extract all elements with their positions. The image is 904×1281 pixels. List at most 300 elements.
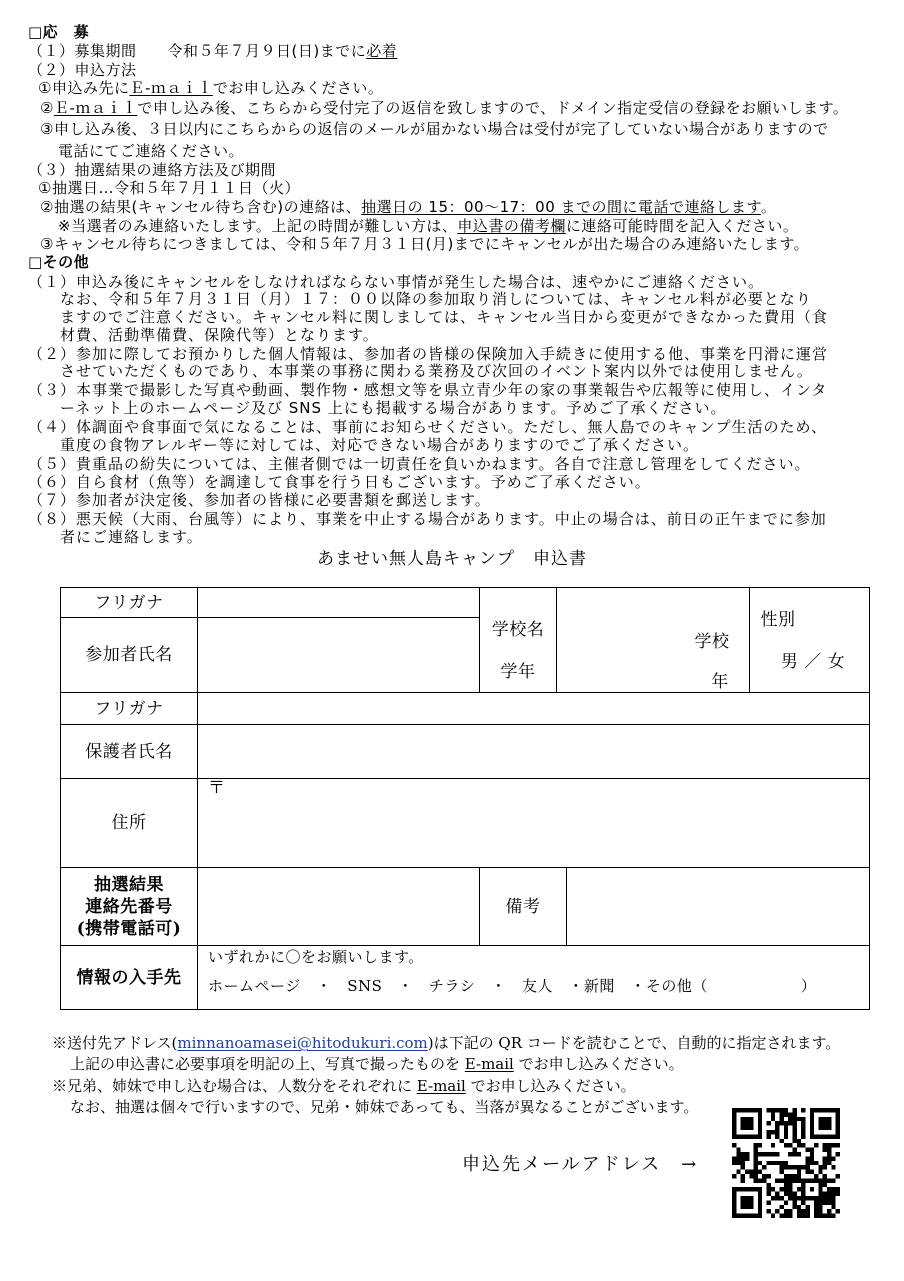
- qr-module: [745, 1134, 749, 1138]
- qr-module: [818, 1183, 822, 1187]
- note-address-before: ※送付先アドレス(: [52, 1034, 178, 1052]
- qr-module: [745, 1187, 749, 1191]
- qr-module: [784, 1134, 788, 1138]
- qr-module: [754, 1152, 758, 1156]
- qr-module: [801, 1117, 805, 1121]
- qr-module: [775, 1209, 779, 1213]
- qr-module: [736, 1187, 740, 1191]
- qr-module: [788, 1117, 792, 1121]
- qr-module: [758, 1112, 762, 1116]
- qr-module: [780, 1178, 784, 1182]
- apply-lottery-2-note: [58, 217, 798, 235]
- remarks-label: 備考: [505, 896, 541, 917]
- note-photo-after: でお申し込みください。: [513, 1055, 684, 1073]
- qr-module: [767, 1183, 771, 1187]
- qr-module: [827, 1156, 831, 1160]
- qr-module: [771, 1196, 775, 1200]
- qr-module: [836, 1143, 840, 1147]
- qr-module: [736, 1156, 740, 1160]
- qr-module: [805, 1196, 809, 1200]
- qr-module: [836, 1121, 840, 1125]
- qr-module: [762, 1174, 766, 1178]
- qr-module: [780, 1187, 784, 1191]
- qr-module: [780, 1161, 784, 1165]
- application-form-table: [60, 587, 870, 1010]
- qr-module: [784, 1174, 788, 1178]
- note-address-after: )は下記の QR コードを読むことで、自動的に指定されます。: [427, 1034, 841, 1052]
- qr-module: [784, 1183, 788, 1187]
- qr-module: [788, 1165, 792, 1169]
- guardian-furigana-field: [198, 693, 870, 725]
- apply-lottery-3: ③キャンセル待ちにつきましては、令和５年７月３１日(月)までにキャンセルが出た場合のみ連絡いたします。: [40, 235, 810, 253]
- qr-module: [749, 1200, 753, 1204]
- qr-module: [823, 1214, 827, 1218]
- qr-module: [818, 1196, 822, 1200]
- apply-period-deadline: 必着: [366, 42, 398, 60]
- qr-module: [814, 1214, 818, 1218]
- qr-module: [810, 1161, 814, 1165]
- qr-module: [767, 1121, 771, 1125]
- qr-module: [741, 1214, 745, 1218]
- qr-module: [784, 1161, 788, 1165]
- apply-method-1: [38, 79, 383, 97]
- qr-module: [758, 1209, 762, 1213]
- qr-module: [797, 1117, 801, 1121]
- qr-module: [818, 1134, 822, 1138]
- qr-module: [836, 1209, 840, 1213]
- qr-module: [771, 1152, 775, 1156]
- other-line: （２）参加に際してお預かりした個人情報は、参加者の皆様の保険加入手続きに使用する他、事業を円滑に運営: [28, 345, 829, 363]
- qr-module: [788, 1112, 792, 1116]
- qr-module: [805, 1148, 809, 1152]
- qr-module: [745, 1121, 749, 1125]
- apply-lottery-2-time: 抽選日の 15：00～17：00 までの間に電話で連絡します: [361, 198, 761, 216]
- qr-module: [792, 1117, 796, 1121]
- qr-module: [780, 1214, 784, 1218]
- qr-module: [780, 1196, 784, 1200]
- qr-module: [823, 1196, 827, 1200]
- qr-module: [801, 1165, 805, 1169]
- apply-method-heading: （２）申込方法: [28, 61, 137, 79]
- qr-module: [749, 1117, 753, 1121]
- lottery-contact-label-line: (携帯電話可): [76, 918, 182, 939]
- qr-module: [741, 1108, 745, 1112]
- apply-method-3: ③申し込み後、３日以内にこちらからの返信のメールが届かない場合は受付が完了していない場合がありますので: [40, 120, 829, 138]
- qr-module: [827, 1214, 831, 1218]
- participant-furigana-field: [198, 587, 480, 618]
- qr-module: [767, 1130, 771, 1134]
- address-label-cell: [60, 779, 198, 868]
- qr-module: [780, 1117, 784, 1121]
- qr-module: [792, 1148, 796, 1152]
- qr-module: [784, 1126, 788, 1130]
- qr-module: [749, 1174, 753, 1178]
- qr-module: [827, 1192, 831, 1196]
- qr-module: [758, 1205, 762, 1209]
- address-label: 住所: [111, 813, 147, 833]
- qr-module: [823, 1121, 827, 1125]
- qr-module: [792, 1121, 796, 1125]
- qr-module: [767, 1108, 771, 1112]
- qr-module: [758, 1170, 762, 1174]
- qr-module: [762, 1165, 766, 1169]
- qr-module: [767, 1152, 771, 1156]
- note-photo-email: E-mail: [464, 1055, 514, 1073]
- qr-module: [736, 1134, 740, 1138]
- apply-lottery-2-after: 。: [760, 198, 777, 216]
- apply-method-2-email: Ｅ-ｍａｉｌ: [53, 99, 138, 117]
- qr-module: [741, 1156, 745, 1160]
- other-line: 材費、活動準備費、保険代等）となります。: [60, 326, 379, 344]
- qr-module: [792, 1130, 796, 1134]
- qr-module: [823, 1108, 827, 1112]
- qr-module: [827, 1187, 831, 1191]
- qr-module: [801, 1214, 805, 1218]
- participant-furigana-label-cell: [60, 587, 198, 618]
- apply-method-1-email: Ｅ-ｍａｉｌ: [129, 79, 213, 97]
- qr-module: [827, 1134, 831, 1138]
- qr-module: [827, 1126, 831, 1130]
- qr-module: [823, 1174, 827, 1178]
- email-link[interactable]: minnanoamasei@hitodukuri.com: [177, 1034, 428, 1052]
- qr-module: [827, 1152, 831, 1156]
- qr-module: [814, 1161, 818, 1165]
- qr-module: [775, 1196, 779, 1200]
- qr-module: [745, 1205, 749, 1209]
- qr-module: [767, 1209, 771, 1213]
- qr-module: [827, 1121, 831, 1125]
- other-line: （７）参加者が決定後、参加者の皆様に必要書類を郵送します。: [28, 491, 491, 509]
- qr-module: [836, 1187, 840, 1191]
- qr-module: [758, 1126, 762, 1130]
- qr-module: [788, 1209, 792, 1213]
- qr-module: [732, 1121, 736, 1125]
- qr-code-graphic: [732, 1108, 840, 1218]
- qr-module: [792, 1192, 796, 1196]
- other-line: 者にご連絡します。: [60, 528, 203, 546]
- qr-module: [736, 1148, 740, 1152]
- qr-module: [749, 1214, 753, 1218]
- remarks-label-cell: [480, 868, 567, 946]
- qr-module: [801, 1134, 805, 1138]
- qr-module: [814, 1209, 818, 1213]
- qr-module: [801, 1209, 805, 1213]
- qr-module: [818, 1170, 822, 1174]
- note-photo-line: [70, 1054, 684, 1074]
- lottery-contact-label-line: 抽選結果: [94, 874, 164, 895]
- qr-module: [745, 1214, 749, 1218]
- school-grade-field: [557, 587, 750, 693]
- grade-suffix: 年: [711, 672, 729, 692]
- qr-module: [823, 1148, 827, 1152]
- qr-module: [758, 1178, 762, 1182]
- qr-module: [797, 1214, 801, 1218]
- qr-module: [827, 1148, 831, 1152]
- qr-module: [814, 1200, 818, 1204]
- note-siblings-before: ※兄弟、姉妹で申し込む場合は、人数分をそれぞれに: [52, 1077, 417, 1095]
- qr-module: [792, 1112, 796, 1116]
- qr-module: [801, 1187, 805, 1191]
- qr-module: [741, 1200, 745, 1204]
- qr-module: [771, 1130, 775, 1134]
- qr-module: [801, 1143, 805, 1147]
- qr-module: [780, 1170, 784, 1174]
- qr-module: [801, 1108, 805, 1112]
- qr-module: [831, 1156, 835, 1160]
- qr-module: [758, 1152, 762, 1156]
- qr-module: [797, 1196, 801, 1200]
- qr-module: [780, 1165, 784, 1169]
- qr-module: [823, 1126, 827, 1130]
- qr-module: [775, 1130, 779, 1134]
- qr-module: [745, 1126, 749, 1130]
- qr-module: [758, 1187, 762, 1191]
- qr-module: [810, 1117, 814, 1121]
- qr-module: [762, 1152, 766, 1156]
- qr-module: [754, 1134, 758, 1138]
- qr-module: [771, 1143, 775, 1147]
- qr-module: [754, 1214, 758, 1218]
- qr-module: [745, 1170, 749, 1174]
- qr-module: [780, 1139, 784, 1143]
- qr-module: [814, 1205, 818, 1209]
- qr-module: [788, 1187, 792, 1191]
- qr-module: [831, 1196, 835, 1200]
- qr-module: [827, 1200, 831, 1204]
- qr-module: [814, 1178, 818, 1182]
- qr-module: [805, 1205, 809, 1209]
- qr-module: [801, 1196, 805, 1200]
- apply-method-2-after: で申し込み後、こちらから受付完了の返信を致しますので、ドメイン指定受信の登録をお願いします。: [137, 99, 849, 117]
- qr-module: [801, 1200, 805, 1204]
- form-title: あませい無人島キャンプ 申込書: [317, 549, 587, 569]
- qr-module: [749, 1187, 753, 1191]
- qr-module: [788, 1214, 792, 1218]
- qr-module: [758, 1117, 762, 1121]
- qr-module: [823, 1161, 827, 1165]
- qr-module: [767, 1161, 771, 1165]
- participant-name-field: [198, 618, 480, 693]
- qr-module: [775, 1161, 779, 1165]
- gender-cell: [750, 587, 870, 693]
- qr-module: [810, 1126, 814, 1130]
- school-name-label: 学校名: [491, 620, 545, 640]
- gender-label: 性別: [760, 610, 796, 630]
- apply-method-2-before: ②: [40, 99, 54, 117]
- qr-module: [788, 1178, 792, 1182]
- qr-module: [775, 1134, 779, 1138]
- qr-module: [836, 1117, 840, 1121]
- info-source-label: 情報の入手先: [76, 967, 182, 988]
- qr-module: [771, 1117, 775, 1121]
- qr-module: [814, 1108, 818, 1112]
- info-source-options: ホームページ ・ SNS ・ チラシ ・ 友人 ・新聞 ・その他（ ）: [208, 977, 817, 995]
- qr-module: [831, 1108, 835, 1112]
- qr-module: [801, 1121, 805, 1125]
- apply-method-1-after: でお申し込みください。: [212, 79, 384, 97]
- apply-heading: □応 募: [28, 23, 90, 41]
- qr-module: [792, 1196, 796, 1200]
- apply-lottery-heading: （３）抽選結果の連絡方法及び期間: [28, 161, 277, 179]
- address-field: [198, 779, 870, 868]
- qr-module: [805, 1170, 809, 1174]
- qr-module: [732, 1126, 736, 1130]
- qr-module: [792, 1205, 796, 1209]
- qr-module: [741, 1205, 745, 1209]
- qr-module: [745, 1117, 749, 1121]
- qr-module: [797, 1178, 801, 1182]
- qr-module: [831, 1134, 835, 1138]
- email-address-pointer: 申込先メールアドレス →: [462, 1154, 699, 1175]
- qr-module: [810, 1187, 814, 1191]
- qr-module: [754, 1187, 758, 1191]
- note-photo-before: 上記の申込書に必要事項を明記の上、写真で撮ったものを: [70, 1055, 465, 1073]
- qr-module: [814, 1174, 818, 1178]
- qr-module: [792, 1165, 796, 1169]
- qr-module: [736, 1161, 740, 1165]
- qr-module: [758, 1121, 762, 1125]
- qr-module: [797, 1187, 801, 1191]
- qr-module: [749, 1108, 753, 1112]
- note-address-line: [52, 1033, 840, 1053]
- qr-module: [805, 1165, 809, 1169]
- qr-module: [741, 1178, 745, 1182]
- qr-module: [771, 1112, 775, 1116]
- qr-module: [836, 1174, 840, 1178]
- qr-module: [754, 1174, 758, 1178]
- qr-module: [732, 1209, 736, 1213]
- qr-module: [801, 1183, 805, 1187]
- guardian-furigana-label: フリガナ: [94, 698, 164, 719]
- qr-module: [801, 1192, 805, 1196]
- qr-module: [823, 1192, 827, 1196]
- qr-module: [780, 1112, 784, 1116]
- guardian-name-label: 保護者氏名: [85, 741, 173, 762]
- qr-module: [736, 1108, 740, 1112]
- other-heading: □その他: [28, 253, 90, 271]
- qr-module: [736, 1152, 740, 1156]
- qr-module: [823, 1134, 827, 1138]
- qr-module: [831, 1178, 835, 1182]
- apply-period-text: （１）募集期間 令和５年７月９日(日)までに: [28, 42, 367, 60]
- qr-module: [788, 1121, 792, 1125]
- qr-module: [827, 1196, 831, 1200]
- qr-module: [767, 1187, 771, 1191]
- qr-module: [831, 1165, 835, 1169]
- qr-module: [780, 1205, 784, 1209]
- apply-method-1-before: ①申込み先に: [38, 79, 130, 97]
- qr-module: [836, 1126, 840, 1130]
- qr-module: [814, 1134, 818, 1138]
- other-line: （６）自ら食材（魚等）を調達して食事を行う日もございます。予めご了承ください。: [28, 473, 651, 491]
- apply-lottery-2-before: ②抽選の結果(キャンセル待ち含む)の連絡は、: [40, 198, 362, 216]
- qr-module: [810, 1148, 814, 1152]
- qr-module: [823, 1117, 827, 1121]
- qr-module: [814, 1143, 818, 1147]
- other-line: （４）体調面や食事面で気になることは、事前にお知らせください。ただし、無人島でのキャンプ生活のため、: [28, 418, 827, 436]
- qr-module: [818, 1126, 822, 1130]
- apply-lottery-note-before: ※当選者のみ連絡いたします。上記の時間が難しい方は、: [58, 217, 458, 235]
- qr-module: [758, 1108, 762, 1112]
- qr-module: [758, 1192, 762, 1196]
- qr-module: [736, 1214, 740, 1218]
- qr-module: [810, 1170, 814, 1174]
- remarks-field: [567, 868, 870, 946]
- qr-module: [810, 1121, 814, 1125]
- qr-module: [741, 1165, 745, 1169]
- qr-module: [831, 1143, 835, 1147]
- qr-module: [741, 1117, 745, 1121]
- qr-module: [818, 1192, 822, 1196]
- qr-module: [771, 1187, 775, 1191]
- qr-module: [792, 1108, 796, 1112]
- qr-module: [831, 1187, 835, 1191]
- qr-module: [818, 1205, 822, 1209]
- qr-module: [805, 1161, 809, 1165]
- other-line: （１）申込み後にキャンセルをしなければならない事情が発生した場合は、速やかにご連絡ください。: [28, 273, 765, 291]
- qr-module: [797, 1205, 801, 1209]
- qr-module: [732, 1161, 736, 1165]
- qr-module: [827, 1143, 831, 1147]
- participant-name-label: 参加者氏名: [85, 645, 173, 665]
- qr-module: [758, 1161, 762, 1165]
- qr-module: [792, 1174, 796, 1178]
- qr-module: [810, 1152, 814, 1156]
- apply-lottery-1: ①抽選日…令和５年７月１１日（火）: [38, 179, 300, 197]
- qr-module: [732, 1112, 736, 1116]
- qr-module: [810, 1108, 814, 1112]
- qr-module: [732, 1130, 736, 1134]
- qr-module: [745, 1200, 749, 1204]
- qr-module: [788, 1192, 792, 1196]
- qr-module: [767, 1200, 771, 1204]
- apply-method-3-cont: 電話にてご連絡ください。: [58, 142, 245, 160]
- qr-module: [836, 1192, 840, 1196]
- qr-module: [767, 1174, 771, 1178]
- qr-module: [749, 1126, 753, 1130]
- qr-module: [784, 1214, 788, 1218]
- qr-module: [775, 1126, 779, 1130]
- qr-module: [780, 1108, 784, 1112]
- qr-module: [771, 1214, 775, 1218]
- qr-module: [758, 1200, 762, 1204]
- qr-module: [818, 1200, 822, 1204]
- qr-module: [784, 1143, 788, 1147]
- qr-module: [810, 1178, 814, 1182]
- qr-module: [754, 1161, 758, 1165]
- qr-module: [754, 1148, 758, 1152]
- qr-module: [818, 1121, 822, 1125]
- qr-module: [775, 1178, 779, 1182]
- qr-module: [754, 1165, 758, 1169]
- guardian-name-label-cell: [60, 725, 198, 779]
- qr-module: [732, 1174, 736, 1178]
- qr-module: [784, 1200, 788, 1204]
- qr-module: [784, 1112, 788, 1116]
- qr-module: [801, 1178, 805, 1182]
- qr-module: [836, 1134, 840, 1138]
- qr-module: [788, 1152, 792, 1156]
- qr-module: [823, 1183, 827, 1187]
- qr-module: [741, 1134, 745, 1138]
- qr-module: [784, 1178, 788, 1182]
- qr-code[interactable]: [732, 1108, 840, 1218]
- qr-module: [784, 1108, 788, 1112]
- qr-module: [767, 1134, 771, 1138]
- qr-module: [836, 1152, 840, 1156]
- qr-module: [818, 1209, 822, 1213]
- qr-module: [797, 1174, 801, 1178]
